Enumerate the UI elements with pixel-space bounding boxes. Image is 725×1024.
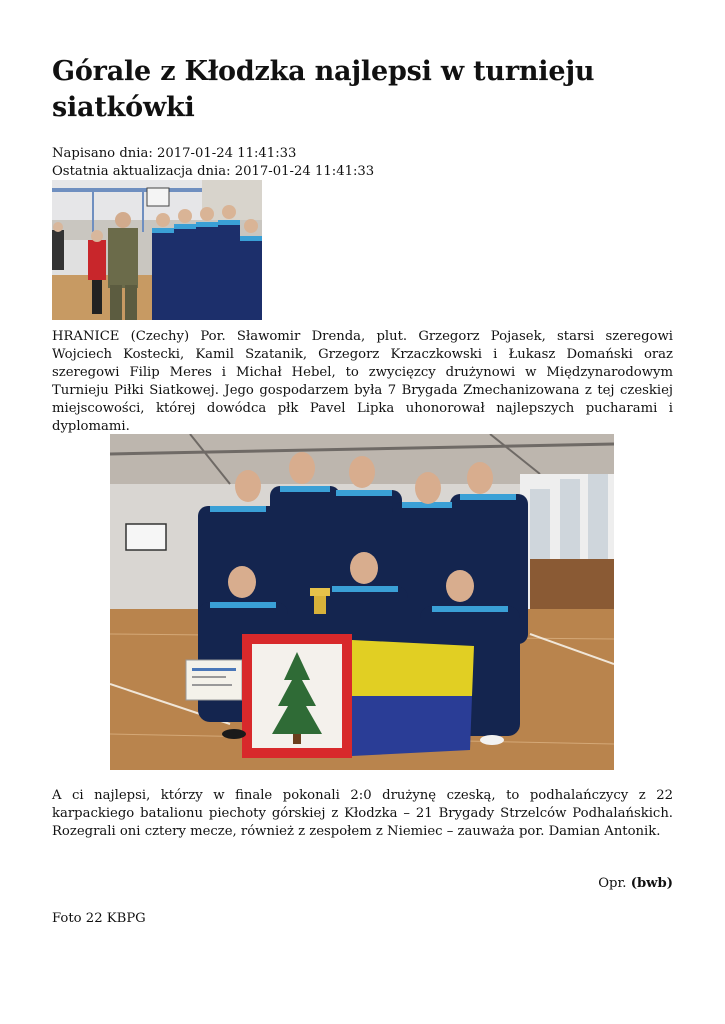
- published-date: Napisano dnia: 2017-01-24 11:41:33: [52, 146, 297, 161]
- updated-date: Ostatnia aktualizacja dnia: 2017-01-24 11:41:33: [52, 163, 375, 179]
- article-meta: [52, 145, 374, 180]
- article-paragraph-1: HRANICE (Czechy) Por. Sławomir Drenda, plut. Grzegorz Pojasek, starsi szeregowi Wojciech Kostecki, Kamil Szatanik, Grzegorz Krzaczkowski i Łukasz Domański oraz szeregowi Filip Meres i Michał Hebel, to zwycięzcy drużynowi w Międzynarodowym Turnieju Piłki Siatkowej. Jego gospodarzem była 7 Brygada Zmechanizowana z tej czeskiej miejscowości, której dowódca płk Pavel Lipka uhonorował najlepszych pucharami i dyplomami.: [52, 329, 673, 434]
- article-title: Górale z Kłodzka najlepsi w turnieju siatkówki: [52, 56, 595, 123]
- photo-credit: Foto 22 KBPG: [52, 911, 146, 926]
- signature: [598, 876, 673, 891]
- article-paragraph-2: A ci najlepsi, którzy w finale pokonali 2:0 drużynę czeską, to podhalańczycy z 22 karpackiego batalionu piechoty górskiej z Kłodzka – 21 Brygady Strzelców Podhalańskich. Rozegrali oni cztery mecze, również z zespołem z Niemiec – zauważa por. Damian Antonik.: [52, 788, 673, 839]
- photo-team-with-flag: [110, 434, 614, 770]
- signature-author: (bwb): [630, 876, 673, 891]
- signature-prefix: Opr.: [598, 876, 627, 891]
- photo-award-ceremony: [52, 180, 262, 320]
